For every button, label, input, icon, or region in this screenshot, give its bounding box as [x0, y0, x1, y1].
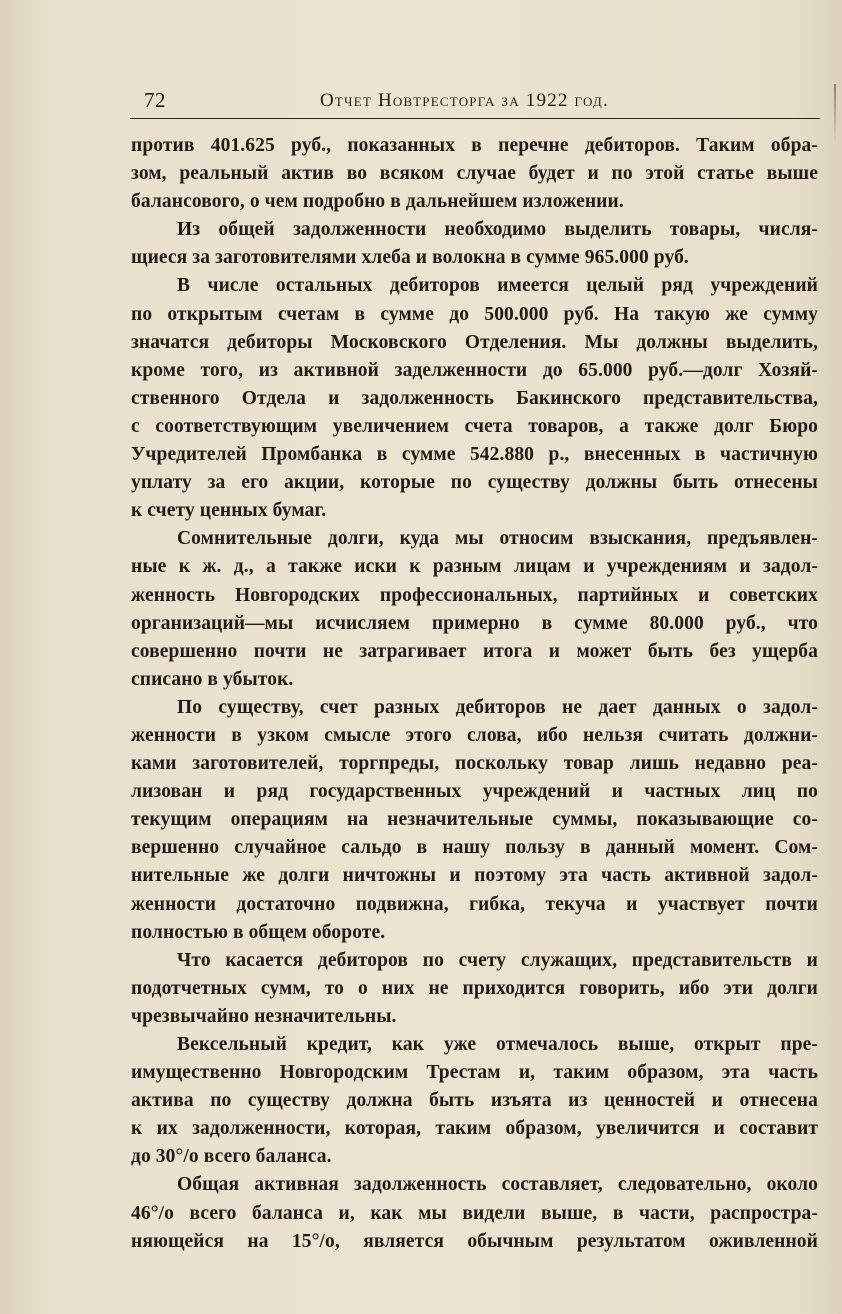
running-title: Отчет Новтресторга за 1922 год. [320, 90, 609, 111]
text-line: значатся дебиторы Московского Отделения. Мы должны выделить, [131, 331, 818, 353]
text-line: полностью в общем обороте. [131, 921, 386, 943]
text-line: к счету ценных бумаг. [131, 500, 327, 522]
body-text [131, 132, 818, 1256]
text-line: актива по существу должна быть изъята из ценностей и отнесена [131, 1090, 818, 1112]
text-line: женности достаточно подвижна, гибка, текуча и участвует почти [131, 893, 818, 915]
text-line: По существу, счет разных дебиторов не дает данных о задол- [177, 696, 818, 718]
text-line: ками заготовителей, торгпреды, поскольку товар лишь недавно реа- [131, 753, 818, 775]
text-line: Вексельный кредит, как уже отмечалось выше, открыт пре- [177, 1034, 818, 1055]
text-line: щиеся за заготовителями хлеба и волокна в сумме 965.000 руб. [131, 247, 689, 269]
text-line: Из общей задолженности необходимо выделить товары, числя- [177, 219, 818, 241]
text-line: балансового, о чем подробно в дальнейшем изложении. [131, 191, 624, 213]
text-line: по открытым счетам в сумме до 500.000 руб. На такую же сумму [131, 303, 818, 325]
text-line: ные к ж. д., а также иски к разным лицам и учреждениям и задол- [131, 556, 818, 578]
text-line: совершенно почти не затрагивает итога и может быть без ущерба [131, 640, 818, 662]
text-line: нительные же долги ничтожны и поэтому эта часть активной задол- [131, 865, 818, 887]
text-line: Общая активная задолженность составляет, следовательно, около [177, 1174, 818, 1196]
text-line: подотчетных сумм, то о них не приходится говорить, ибо эти долги [131, 977, 818, 999]
text-line: ственного Отдела и задолженность Бакинского представительства, [131, 387, 818, 409]
text-line: уплату за его акции, которые по существу должны быть отнесены [131, 472, 818, 494]
text-line: женности в узком смысле этого слова, ибо нельзя считать должни- [131, 724, 818, 746]
text-line: организаций—мы исчисляем примерно в сумме 80.000 руб., что [131, 612, 818, 634]
text-line: с соответствующим увеличением счета товаров, а также долг Бюро [131, 415, 818, 437]
text-line: к их задолженности, которая, таким образом, увеличится и составит [131, 1118, 818, 1140]
running-head [130, 88, 820, 119]
page-number: 72 [144, 88, 166, 112]
text-line: до 30°/o всего баланса. [131, 1146, 332, 1168]
text-line: текущим операциям на незначительные суммы, показывающие со- [131, 809, 818, 831]
text-line: Сомнительные долги, куда мы относим взыскания, предъявлен- [177, 528, 818, 550]
text-line: В числе остальных дебиторов имеется целый ряд учреждений [177, 275, 818, 297]
text-line: имущественно Новгородским Трестам и, таким образом, эта часть [131, 1062, 818, 1084]
page-edge-mark [834, 84, 836, 144]
text-line: Что касается дебиторов по счету служащих, представительств и [177, 949, 818, 971]
text-line: кроме того, из активной заделженности до 65.000 руб.—долг Хозяй- [131, 359, 818, 381]
text-line: 46°/o всего баланса и, как мы видели выше, в части, распростра- [131, 1202, 818, 1224]
text-line: против 401.625 руб., показанных в перечне дебиторов. Таким обра- [131, 135, 818, 156]
text-line: няющейся на 15°/o, является обычным результатом оживленной [131, 1230, 818, 1252]
text-line: списано в убыток. [131, 668, 294, 690]
text-line: чрезвычайно незначительны. [131, 1005, 397, 1027]
text-line: вершенно случайное сальдо в нашу пользу в данный момент. Сом- [131, 837, 818, 859]
text-line: Учредителей Промбанка в сумме 542.880 р., внесенных в частичную [131, 444, 818, 466]
text-line: зом, реальный актив во всяком случае будет и по этой статье выше [131, 163, 818, 185]
text-line: лизован и ряд государственных учреждений и частных лиц по [131, 781, 818, 803]
text-line: женность Новгородских профессиональных, партийных и советских [131, 584, 818, 606]
